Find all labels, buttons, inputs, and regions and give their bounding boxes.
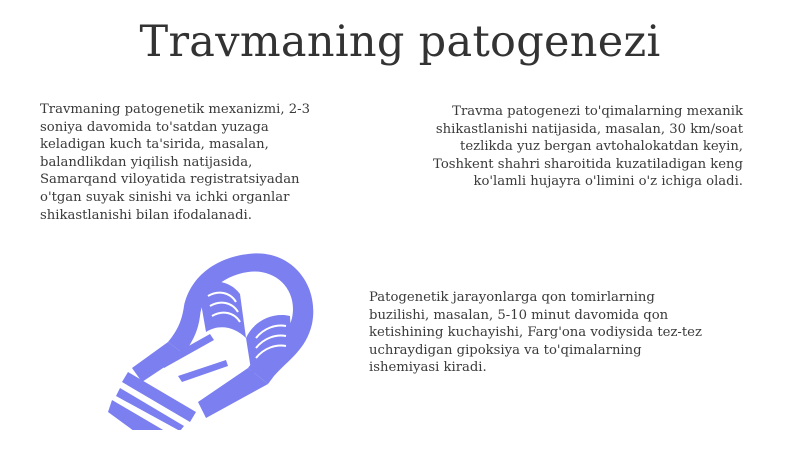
lightbulb-with-book-icon: [98, 250, 318, 430]
paragraph-bottom: Patogenetik jarayonlarga qon tomirlarning buzilishi, masalan, 5-10 minut davomida qon ketishining kuchayishi, Farg'ona vodiysida tez-tez uchraydigan gipoksiya va to'qimalarning ishemiyasi kiradi.: [369, 290, 702, 376]
paragraph-left: Travmaning patogenetik mexanizmi, 2-3 soniya davomida to'satdan yuzaga keladigan kuch ta'sirida, masalan, balandlikdan yiqilish natijasida, Samarqand viloyatida registratsiyadan o'tgan suyak sinishi va ichki organlar shikastlanishi bilan ifodalanadi.: [40, 102, 311, 223]
slide-title: Travmaning patogenezi: [139, 17, 661, 67]
paragraph-right: Travma patogenezi to'qimalarning mexanik shikastlanishi natijasida, masalan, 30 km/soat tezlikda yuz bergan avtohalokatdan keyin, Toshkent shahri sharoitida kuzatiladigan keng ko'lamli hujayra o'limini o'z ichiga oladi.: [433, 104, 743, 190]
